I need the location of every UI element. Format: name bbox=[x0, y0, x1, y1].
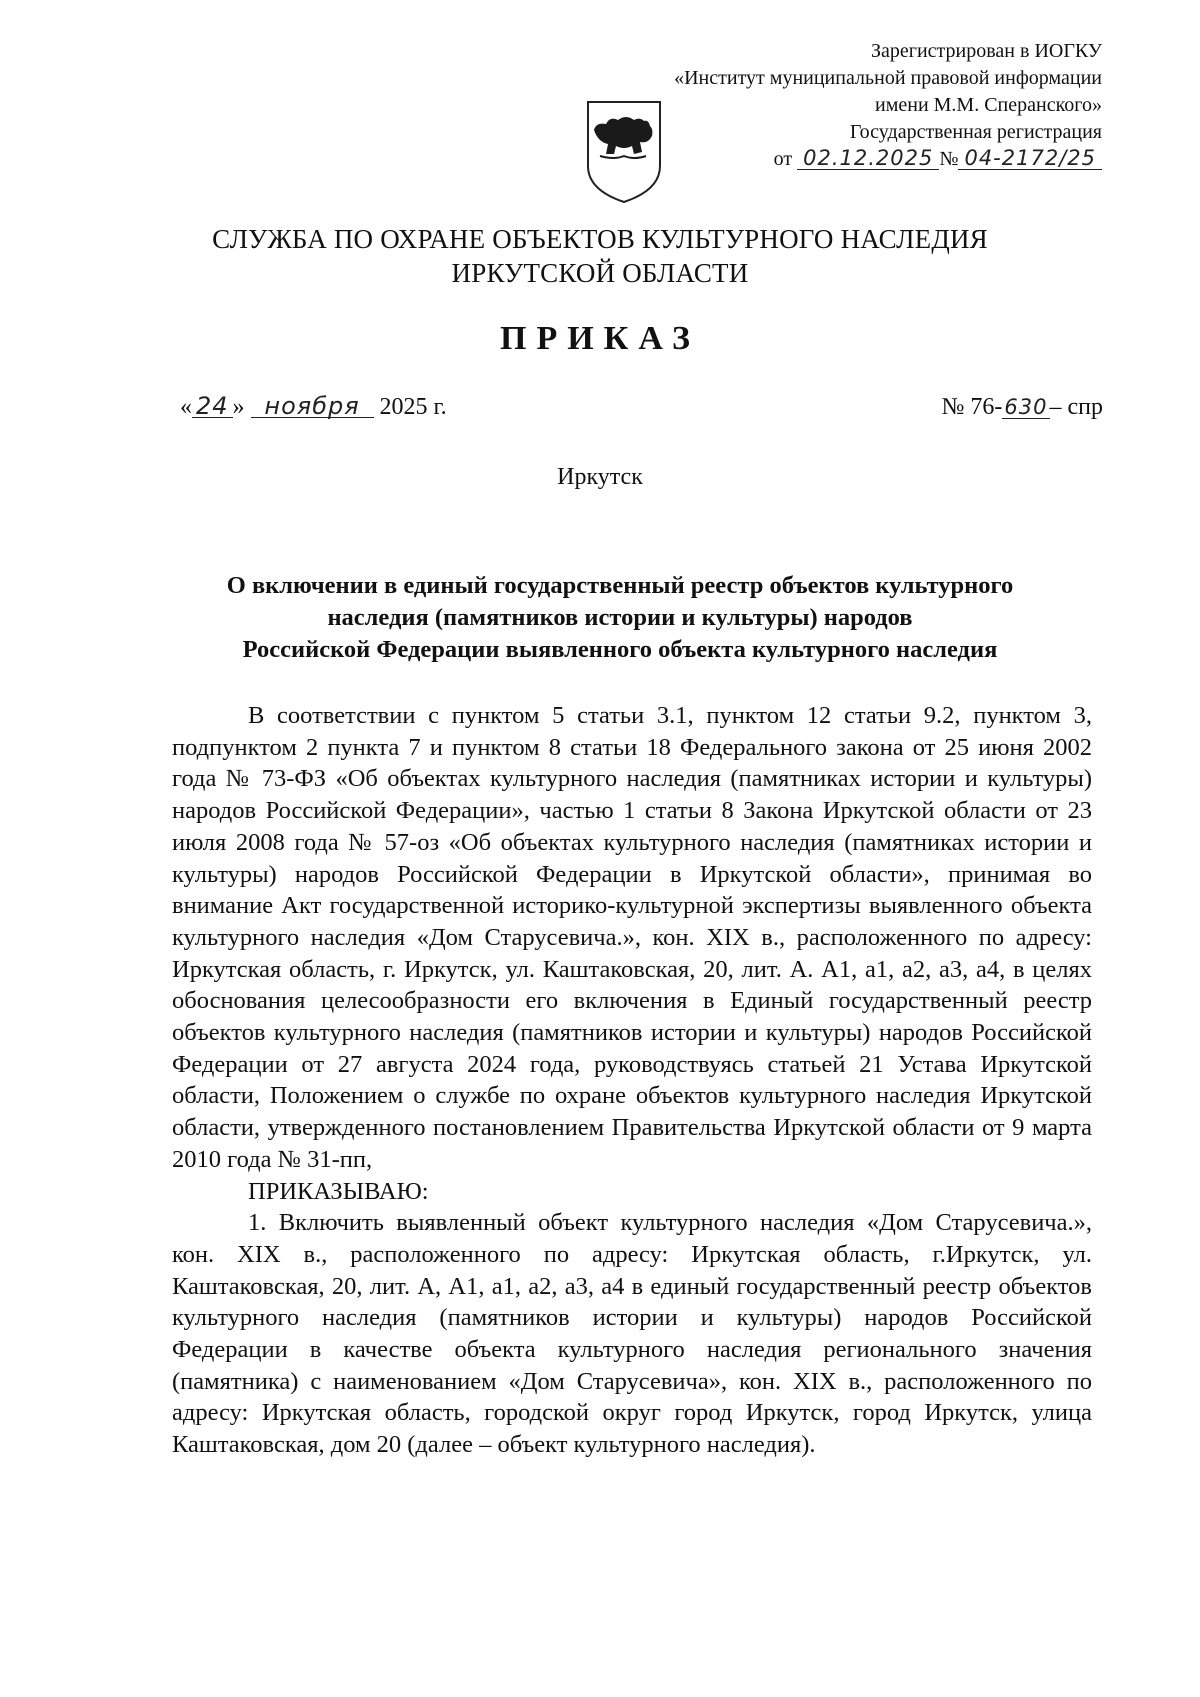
registration-number-prefix: № bbox=[939, 148, 959, 170]
order-item-1: 1. Включить выявленный объект культурного наследия «Дом Старусевича.», кон. XIX в., расположенного по адресу: Иркутская область, г.Иркутск, ул. Каштаковская, 20, лит. А, А1, а1, а2, а3, а4 в единый государственный реестр объектов культурного наследия (памятников истории и культуры) народов Российской Федерации в качестве объекта культурного наследия регионального значения (памятника) с наименованием «Дом Старусевича», кон. XIX в., расположенного по адресу: Иркутская область, городской округ город Иркутск, город Иркутск, улица Каштаковская, дом 20 (далее – объект культурного наследия). bbox=[172, 1209, 1092, 1459]
command-word: ПРИКАЗЫВАЮ: bbox=[248, 1177, 429, 1205]
document-city: Иркутск bbox=[557, 464, 643, 490]
date-open-quote: « bbox=[180, 394, 192, 420]
title-line: наследия (памятников истории и культуры) народов bbox=[327, 604, 913, 631]
document-number-handwritten: 630 bbox=[1004, 395, 1048, 419]
document-number-suffix: – спр bbox=[1049, 394, 1103, 420]
preamble-paragraph: В соответствии с пунктом 5 статьи 3.1, пунктом 12 статьи 9.2, пунктом 3, подпунктом 2 пункта 7 и пунктом 8 статьи 18 Федерального закона от 25 июня 2002 года № 73-ФЗ «Об объектах культурного наследия (памятниках истории и культуры) народов Российской Федерации», частью 1 статьи 8 Закона Иркутской области от 23 июля 2008 года № 57-оз «Об объектах культурного наследия (памятниках истории и культуры) народов Российской Федерации в Иркутской области», принимая во внимание Акт государственной историко-культурной экспертизы выявленного объекта культурного наследия «Дом Старусевича.», кон. XIX в., расположенного по адресу: Иркутская область, г. Иркутск, ул. Каштаковская, 20, лит. А. А1, а1, а2, а3, а4, в целях обоснования целесообразности его включения в Единый государственный реестр объектов культурного наследия (памятников истории и культуры) народов Российской Федерации от 27 августа 2024 года, руководствуясь статьей 21 Устава Иркутской области, Положением о службе по охране объектов культурного наследия Иркутской области, утвержденного постановлением Правительства Иркутской области от 9 марта 2010 года № 31-пп, bbox=[172, 702, 1092, 1173]
document-number-prefix: № 76- bbox=[941, 394, 1003, 420]
date-month-handwritten: ноября bbox=[251, 395, 374, 418]
document-title bbox=[160, 570, 1080, 666]
document-number bbox=[942, 394, 1103, 421]
service-heading bbox=[0, 222, 1200, 290]
registration-number-handwritten: 04-2172/25 bbox=[958, 147, 1102, 170]
title-line: Российской Федерации выявленного объекта культурного наследия bbox=[242, 636, 998, 663]
service-name-line: СЛУЖБА ПО ОХРАНЕ ОБЪЕКТОВ КУЛЬТУРНОГО НАСЛЕДИЯ bbox=[212, 224, 988, 254]
registration-line: Зарегистрирован в ИОГКУ bbox=[871, 40, 1102, 62]
document-type-heading: ПРИКАЗ bbox=[500, 320, 700, 357]
registration-line: имени М.М. Сперанского» bbox=[875, 94, 1102, 116]
date-day-handwritten: 24 bbox=[192, 395, 233, 418]
registration-date-handwritten: 02.12.2025 bbox=[797, 147, 939, 170]
service-name-line: ИРКУТСКОЙ ОБЛАСТИ bbox=[451, 258, 749, 288]
title-line: О включении в единый государственный реестр объектов культурного bbox=[226, 572, 1014, 599]
document-body bbox=[172, 700, 1092, 1461]
date-close-quote: » bbox=[232, 394, 245, 420]
registration-date-prefix: от bbox=[773, 148, 793, 170]
registration-line: Государственная регистрация bbox=[849, 121, 1102, 143]
coat-of-arms-emblem bbox=[584, 94, 664, 206]
document-date bbox=[180, 394, 447, 421]
registration-line: «Институт муниципальной правовой информации bbox=[674, 67, 1102, 89]
date-year: 2025 г. bbox=[379, 394, 447, 420]
